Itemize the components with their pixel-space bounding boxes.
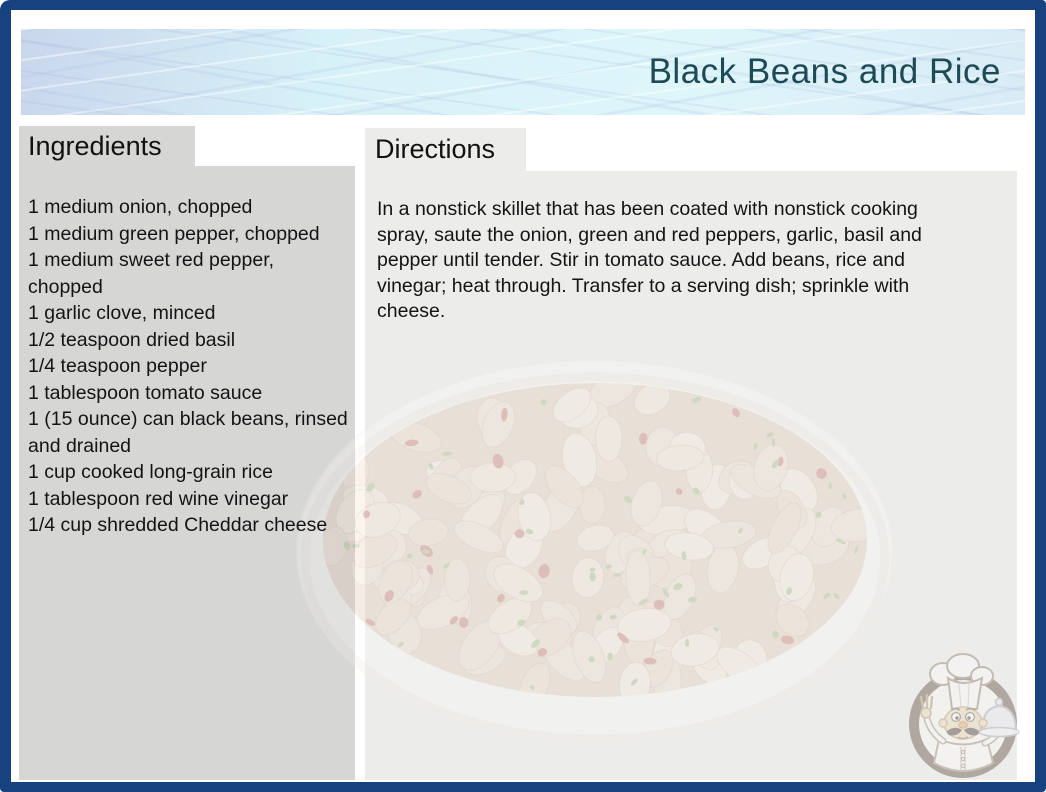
ingredient-item: 1/2 teaspoon dried basil (28, 328, 236, 351)
ingredient-item: 1 (15 ounce) can black beans, rinsed and drained (28, 408, 348, 457)
ingredient-item: 1/4 teaspoon pepper (28, 355, 207, 377)
page-title: Black Beans and Rice (648, 52, 1001, 91)
ingredient-item: 1 tablespoon red wine vinegar (28, 487, 289, 510)
directions-text: In a nonstick skillet that has been coated with nonstick cooking spray, saute the onion, green and red peppers, garlic, basil and pepper until tender. Stir in tomato sauce. Add beans, rice and vinegar; heat through. Transfer to a serving dish; sprinkle with cheese. (377, 198, 922, 322)
ingredient-item: 1 garlic clove, minced (28, 302, 216, 324)
bean-bowl-photo (295, 358, 905, 750)
chef-logo (903, 651, 1021, 783)
ingredient-item: 1 medium sweet red pepper, chopped (28, 249, 275, 298)
directions-section-header: Directions (365, 128, 526, 171)
title-banner (21, 29, 1025, 115)
ingredient-item: 1 medium green pepper, chopped (28, 222, 320, 245)
ingredient-item: 1/4 cup shredded Cheddar cheese (28, 514, 328, 536)
ingredients-section-header: Ingredients (19, 126, 195, 166)
ingredient-item: 1 cup cooked long-grain rice (28, 461, 273, 483)
ingredient-item: 1 medium onion, chopped (28, 196, 253, 218)
directions-body (365, 171, 1017, 325)
ingredients-list (19, 166, 355, 539)
ingredient-item: 1 tablespoon tomato sauce (28, 381, 263, 404)
